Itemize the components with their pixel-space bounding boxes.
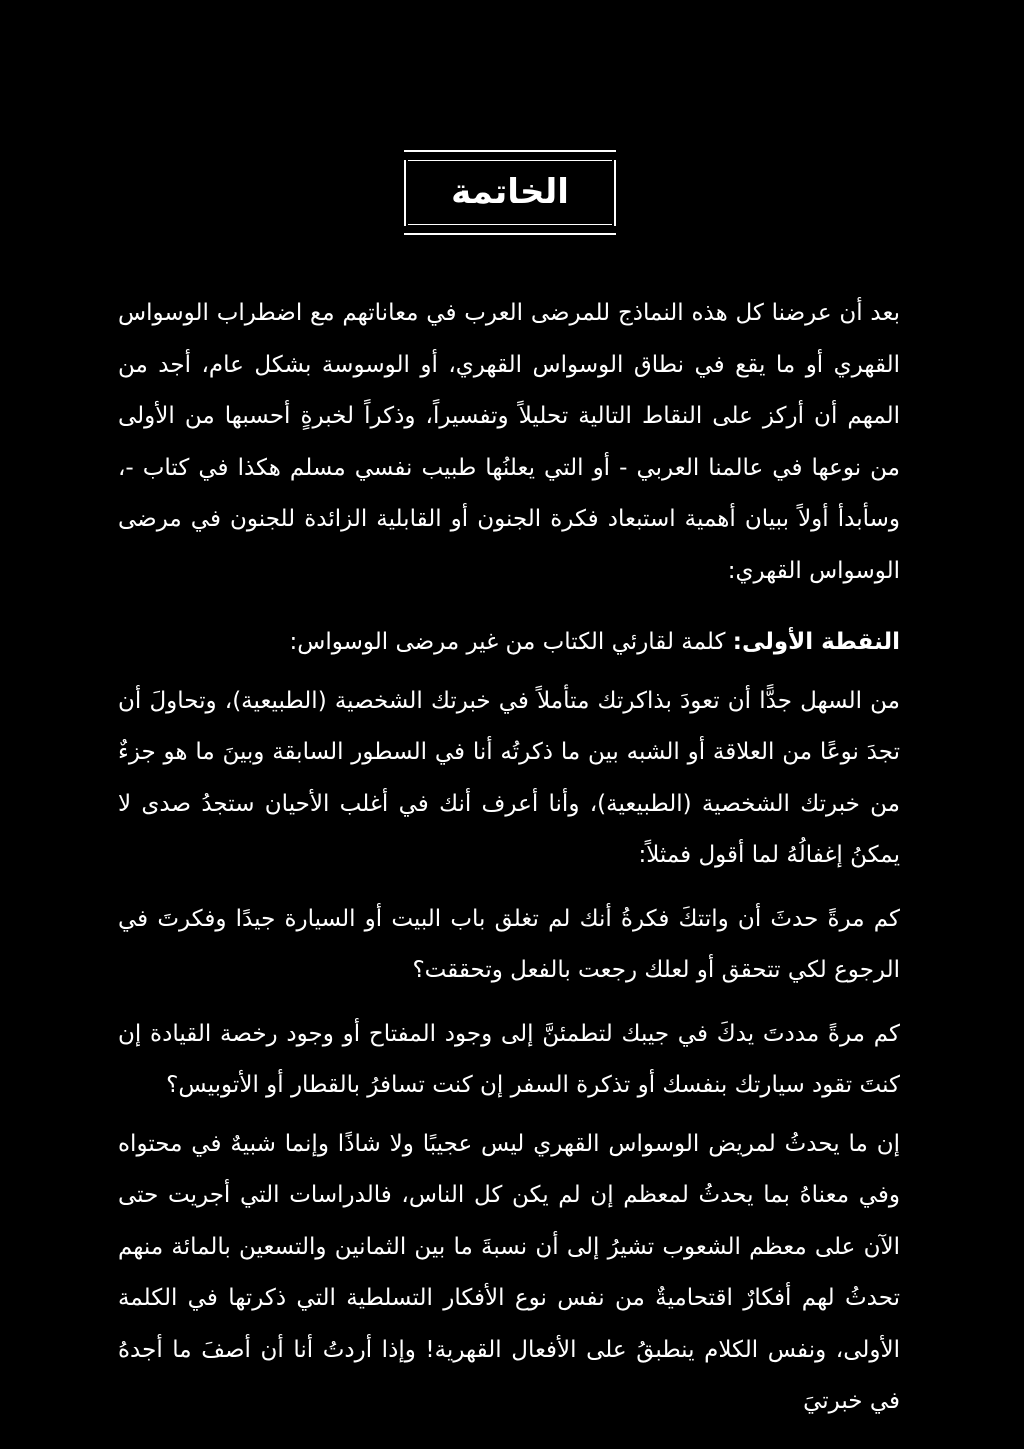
section-heading: [118, 617, 900, 669]
paragraph-reflection: من السهل جدًّا أن تعودَ بذاكرتك متأملاً في خبرتك الشخصية (الطبيعية)، وتحاولَ أن تجدَ نوعًا من العلاقة أو الشبه بين ما ذكرتُه أنا في السطور السابقة وبينَ ما هو جزءٌ من خبرتك الشخصية (الطبيعية)، وأنا أعرف أنك في أغلب الأحيان ستجدُ صدى لا يمكنُ إغفالُهُ لما أقول فمثلاً:: [118, 687, 900, 868]
body-text: [118, 288, 900, 1428]
paragraph-intro: بعد أن عرضنا كل هذه النماذج للمرضى العرب في معاناتهم مع اضطراب الوسواس القهري أو ما يقع في نطاق الوسواس القهري، أو الوسوسة بشكل عام، أجد من المهم أن أركز على النقاط التالية تحليلاً وتفسيراً، وذكراً لخبرةٍ أحسبها من الأولى من نوعها في عالمنا العربي - أو التي يعلنُها طبيب نفسي مسلم هكذا في كتاب -، وسأبدأ أولاً ببيان أهمية استبعاد فكرة الجنون أو القابلية الزائدة للجنون في مرضى الوسواس القهري:: [118, 300, 900, 584]
chapter-title-frame: [404, 150, 616, 236]
frame-border-bottom: [404, 233, 616, 235]
frame-border-top: [404, 150, 616, 152]
frame-border-bottom-inner: [408, 224, 612, 225]
section-heading-term: النقطة الأولى:: [732, 629, 900, 655]
paragraph-example-pocket: كم مرةً مددتَ يدكَ في جيبك لتطمئنَّ إلى وجود المفتاح أو وجود رخصة القيادة إن كنتَ تقود سيارتك بنفسك أو تذكرة السفر إن كنت تسافرُ بالقطار أو الأتوبيس؟: [118, 1020, 900, 1098]
paragraph-example-lock: كم مرةً حدثَ أن واتتكَ فكرةُ أنك لم تغلق باب البيت أو السيارة جيدًا وفكرتَ في الرجوع لكي تتحقق أو لعلك رجعت بالفعل وتحققت؟: [118, 905, 900, 983]
section-heading-rest: كلمة لقارئي الكتاب من غير مرضى الوسواس:: [289, 629, 726, 655]
chapter-title: الخاتمة: [451, 172, 569, 212]
paragraph-conclusion: إن ما يحدثُ لمريض الوسواس القهري ليس عجيبًا ولا شاذًا وإنما شبيهٌ في محتواه وفي معناهُ بما يحدثُ لمعظم إن لم يكن كل الناس، فالدراسات التي أجريت حتى الآن على معظم الشعوب تشيرُ إلى أن نسبةَ ما بين الثمانين والتسعين بالمائة منهم تحدثُ لهم أفكارٌ اقتحاميةٌ من نفس نوع الأفكار التسلطية التي ذكرتها في الكلمة الأولى، ونفس الكلام ينطبقُ على الأفعال القهرية! وإذا أردتُ أنا أن أصفَ ما أجدهُ في خبرتيَ: [118, 1130, 900, 1414]
